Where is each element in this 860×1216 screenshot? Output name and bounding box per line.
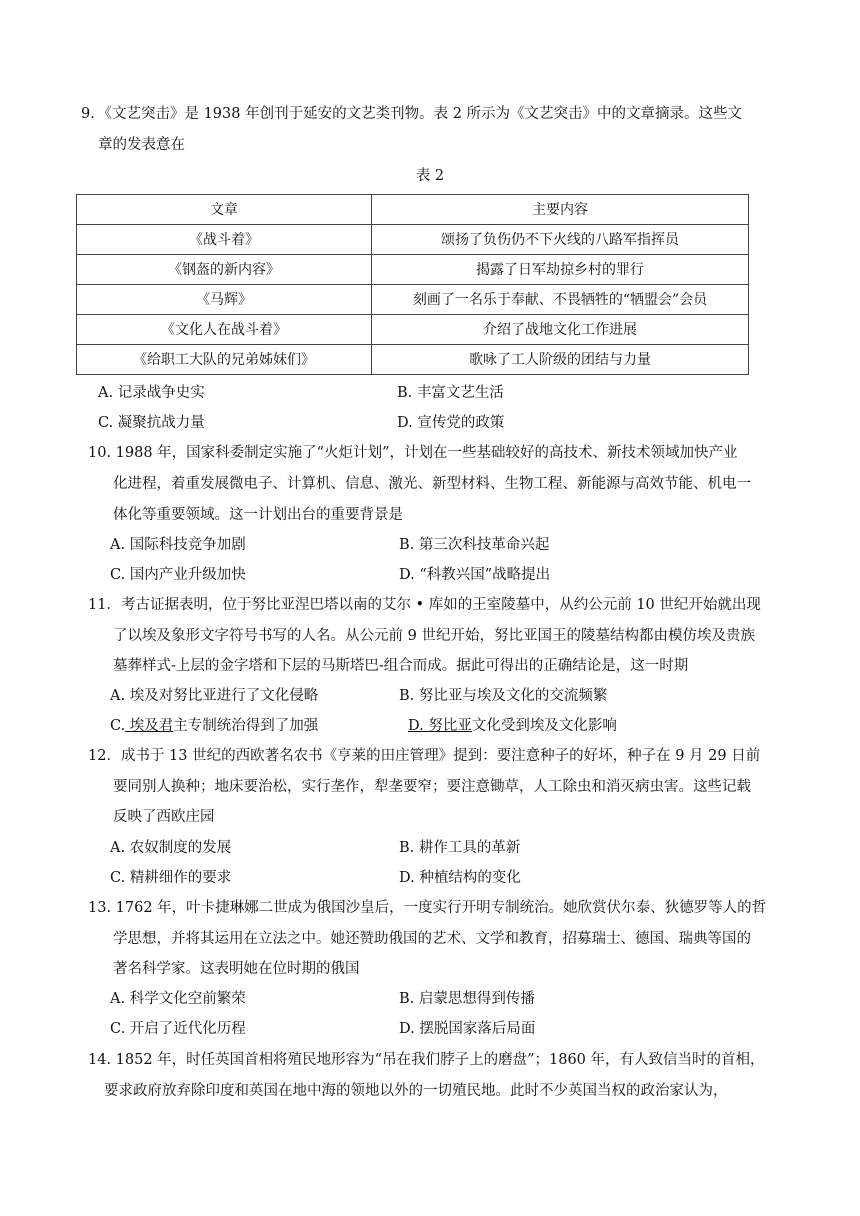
question-12-option-d[interactable]: D. 种植结构的变化 bbox=[399, 870, 521, 886]
question-11-option-d[interactable] bbox=[408, 716, 617, 736]
question-12-stem-line-2: 要同别人换种；地床要治松，实行垄作，犁垄要窄；要注意锄草，人工除虫和消灭病虫害。这些记载 bbox=[113, 779, 751, 795]
option-c-label: C. bbox=[110, 718, 126, 734]
question-10-stem-line-3: 体化等重要领域。这一计划出台的重要背景是 bbox=[113, 507, 403, 523]
question-13-option-c[interactable]: C. 开启了近代化历程 bbox=[110, 1021, 246, 1037]
option-d-rest: 文化受到埃及文化影响 bbox=[471, 718, 617, 734]
table-cell-article: 《战斗着》 bbox=[77, 225, 372, 255]
question-14-stem-line-1: 14. 1852 年，时任英国首相将殖民地形容为“吊在我们脖子上的磨盘”；1860 年，有人致信当时的首相， bbox=[88, 1052, 765, 1068]
question-13-option-d[interactable]: D. 摆脱国家落后局面 bbox=[399, 1021, 536, 1037]
question-11-stem-line-2: 了以埃及象形文字符号书写的人名。从公元前 9 世纪开始，努比亚国王的陵墓结构都由模仿埃及贵族 bbox=[113, 628, 755, 644]
table-caption: 表 2 bbox=[415, 168, 445, 184]
table-cell-article: 《钢盔的新内容》 bbox=[77, 255, 372, 285]
question-9-option-b[interactable]: B. 丰富文艺生活 bbox=[397, 385, 504, 401]
option-d-underlined: D. 努比亚 bbox=[408, 718, 472, 734]
question-11-stem-line-1: 11．考古证据表明，位于努比亚涅巴塔以南的艾尔 • 库如的王室陵墓中，从约公元前 10 世纪开始就出现 bbox=[88, 597, 761, 613]
table-row bbox=[77, 315, 749, 345]
question-11-option-b[interactable]: B. 努比亚与埃及文化的交流频繁 bbox=[399, 688, 608, 704]
article-table bbox=[76, 194, 749, 375]
table-header-article: 文章 bbox=[77, 195, 372, 225]
question-10-option-c[interactable]: C. 国内产业升级加快 bbox=[110, 567, 246, 583]
question-10-option-b[interactable]: B. 第三次科技革命兴起 bbox=[399, 537, 550, 553]
question-10-option-d[interactable]: D. “科教兴国”战略提出 bbox=[399, 567, 551, 583]
question-12-stem-line-1: 12．成书于 13 世纪的西欧著名农书《亨莱的田庄管理》提到：要注意种子的好坏，种子在 9 月 29 日前 bbox=[88, 748, 761, 764]
question-9-option-a[interactable]: A. 记录战争史实 bbox=[98, 385, 205, 401]
question-13-stem-line-3: 著名科学家。这表明她在位时期的俄国 bbox=[113, 961, 360, 977]
table-row bbox=[77, 255, 749, 285]
question-11-stem-line-3: 墓葬样式-上层的金字塔和下层的马斯塔巴-组合而成。据此可得出的正确结论是，这一时期 bbox=[113, 658, 689, 674]
question-11-option-c[interactable] bbox=[110, 716, 318, 736]
question-9-stem-line-1: 9．《文艺突击》是 1938 年创刊于延安的文艺类刊物。表 2 所示为《文艺突击》中的文章摘录。这些文 bbox=[81, 106, 743, 122]
table-cell-content: 揭露了日军劫掠乡村的罪行 bbox=[372, 255, 749, 285]
table-row bbox=[77, 285, 749, 315]
question-10-stem-line-2: 化进程，着重发展微电子、计算机、信息、激光、新型材料、生物工程、新能源与高效节能、机电一 bbox=[113, 476, 751, 492]
question-14-stem-line-2: 要求政府放弃除印度和英国在地中海的领地以外的一切殖民地。此时不少英国当权的政治家认为， bbox=[104, 1083, 728, 1099]
question-10-option-a[interactable]: A. 国际科技竞争加剧 bbox=[110, 537, 246, 553]
table-cell-content: 介绍了战地文化工作进展 bbox=[372, 315, 749, 345]
question-12-stem-line-3: 反映了西欧庄园 bbox=[113, 809, 215, 825]
table-row bbox=[77, 225, 749, 255]
question-13-stem-line-2: 学思想，并将其运用在立法之中。她还赞助俄国的艺术、文学和教育，招募瑞士、德国、瑞典等国的 bbox=[113, 931, 751, 947]
option-c-underlined: 埃及君 bbox=[125, 718, 174, 734]
question-13-option-b[interactable]: B. 启蒙思想得到传播 bbox=[399, 991, 535, 1007]
table-cell-article: 《马辉》 bbox=[77, 285, 372, 315]
table-header-content: 主要内容 bbox=[372, 195, 749, 225]
table-cell-content: 颂扬了负伤仍不下火线的八路军指挥员 bbox=[372, 225, 749, 255]
question-9-option-c[interactable]: C. 凝聚抗战力量 bbox=[98, 415, 205, 431]
question-13-option-a[interactable]: A. 科学文化空前繁荣 bbox=[110, 991, 246, 1007]
question-12-option-a[interactable]: A. 农奴制度的发展 bbox=[110, 840, 232, 856]
question-12-option-b[interactable]: B. 耕作工具的革新 bbox=[399, 840, 521, 856]
question-10-stem-line-1: 10. 1988 年，国家科委制定实施了“火炬计划”，计划在一些基础较好的高技术、新技术领域加快产业 bbox=[88, 445, 738, 461]
table-cell-article: 《文化人在战斗着》 bbox=[77, 315, 372, 345]
table-header-row bbox=[77, 195, 749, 225]
question-12-option-c[interactable]: C. 精耕细作的要求 bbox=[110, 870, 232, 886]
table-row bbox=[77, 345, 749, 375]
question-13-stem-line-1: 13. 1762 年，叶卡捷琳娜二世成为俄国沙皇后，一度实行开明专制统治。她欣赏伏尔泰、狄德罗等人的哲 bbox=[88, 900, 767, 916]
option-c-rest: 主专制统治得到了加强 bbox=[173, 718, 319, 734]
question-9-option-d[interactable]: D. 宣传党的政策 bbox=[397, 415, 505, 431]
question-11-option-a[interactable]: A. 埃及对努比亚进行了文化侵略 bbox=[110, 688, 319, 704]
table-cell-article: 《给职工大队的兄弟姊妹们》 bbox=[77, 345, 372, 375]
table-cell-content: 歌咏了工人阶级的团结与力量 bbox=[372, 345, 749, 375]
question-9-stem-line-2: 章的发表意在 bbox=[98, 137, 185, 153]
table-cell-content: 刻画了一名乐于奉献、不畏牺牲的“牺盟会”会员 bbox=[372, 285, 749, 315]
